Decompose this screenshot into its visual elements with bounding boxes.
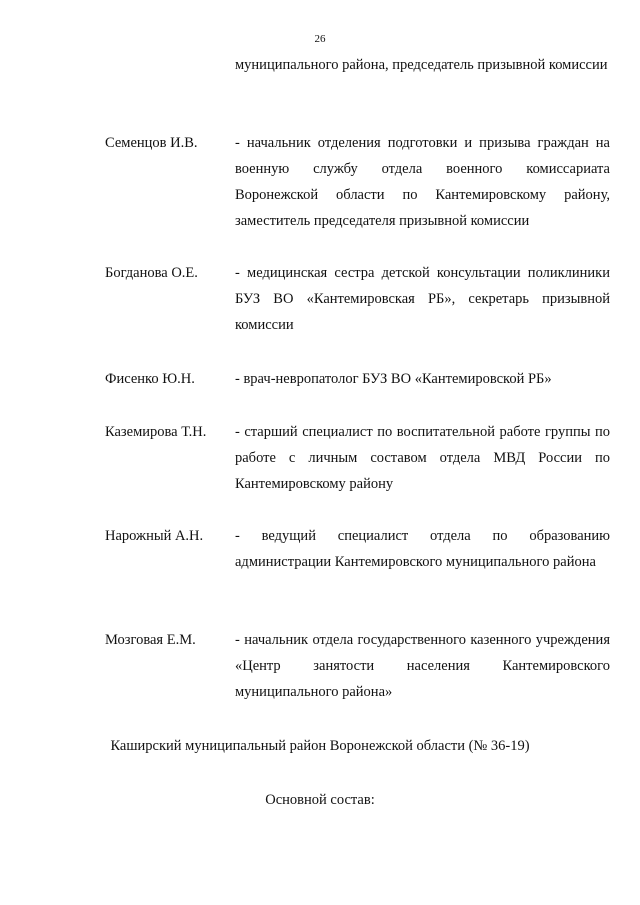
composition-heading: Основной состав: [265,792,375,808]
member-name: Богданова О.Е. [105,265,198,281]
page-number: 26 [314,33,326,45]
member-role: муниципального района, председатель призывной комиссии [235,57,608,73]
member-role: - врач-невропатолог БУЗ ВО «Кантемировской РБ» [235,371,552,387]
district-heading: Каширский муниципальный район Воронежской области (№ 36-19) [110,738,530,754]
member-role: - начальник отдела государственного казенного учреждения «Центр занятости населения Кантемировского муниципального района» [235,632,610,700]
member-name: Фисенко Ю.Н. [105,371,195,387]
member-role: - ведущий специалист отдела по образованию администрации Кантемировского муниципального района [235,528,610,570]
member-name: Семенцов И.В. [105,135,198,151]
member-name: Нарожный А.Н. [105,528,204,544]
member-role: - старший специалист по воспитательной работе группы по работе с личным составом отдела МВД России по Кантемировскому району [235,424,610,492]
member-role: - начальник отделения подготовки и призыва граждан на военную службу отдела военного комиссариата Воронежской области по Кантемировскому району, заместитель председателя призывной комиссии [235,135,610,229]
member-name: Мозговая Е.М. [105,632,196,648]
member-name: Каземирова Т.Н. [105,424,207,440]
member-role: - медицинская сестра детской консультации поликлиники БУЗ ВО «Кантемировская РБ», секретарь призывной комиссии [235,265,610,333]
